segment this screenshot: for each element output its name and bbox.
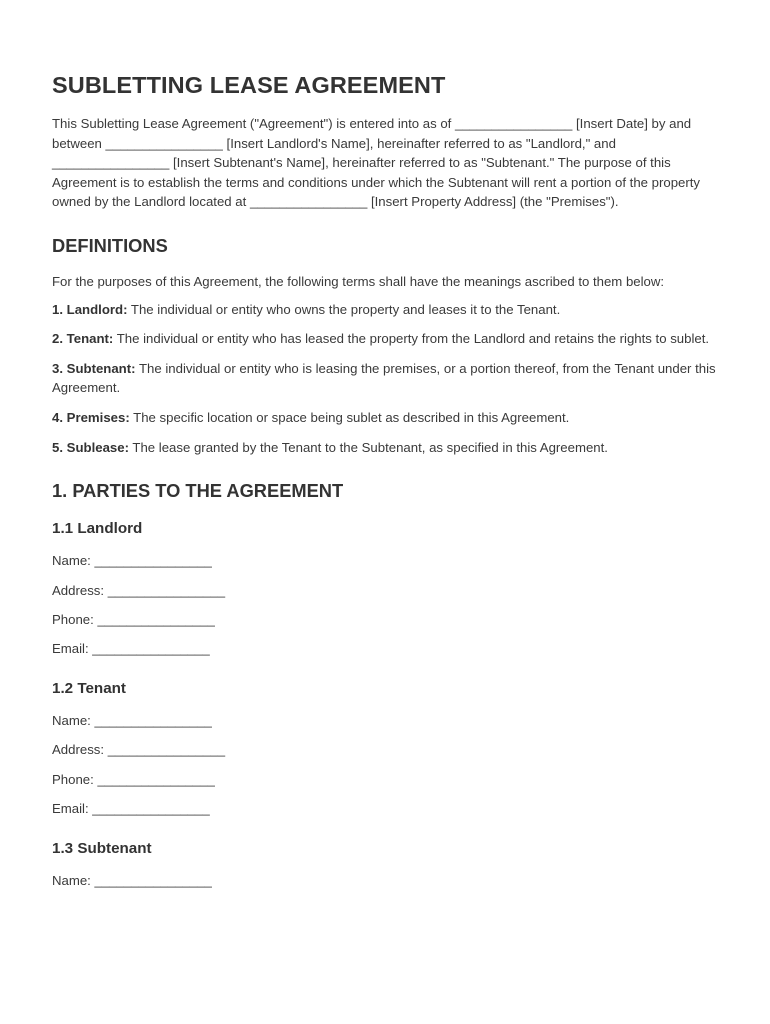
definition-text: The lease granted by the Tenant to the Subtenant, as specified in this Agreement.	[128, 439, 608, 455]
subtenant-heading: 1.3 Subtenant	[52, 839, 152, 857]
definition-text: The individual or entity who owns the property and leases it to the Tenant.	[127, 301, 561, 317]
subtenant-name-field[interactable]: Name: ________________	[52, 872, 212, 888]
definition-term: 5. Sublease:	[52, 439, 129, 455]
tenant-heading: 1.2 Tenant	[52, 679, 126, 697]
subtenant-fields	[52, 871, 718, 891]
definitions-intro: For the purposes of this Agreement, the following terms shall have the meanings ascribed to them below:	[52, 273, 665, 289]
definition-term: 3. Subtenant:	[52, 360, 136, 376]
definition-text: The specific location or space being sublet as described in this Agreement.	[129, 409, 570, 425]
tenant-address-field[interactable]: Address: ________________	[52, 742, 226, 758]
tenant-phone-field[interactable]: Phone: ________________	[52, 771, 215, 787]
landlord-name-field[interactable]: Name: ________________	[52, 553, 212, 569]
definitions-heading: DEFINITIONS	[52, 234, 168, 256]
tenant-email-field[interactable]: Email: ________________	[52, 801, 210, 817]
intro-paragraph: This Subletting Lease Agreement ("Agreement") is entered into as of ________________ [Insert Date] by and between ________________ [Insert Landlord's Name], hereinafter referred to as "Landlord," and ________________ [Insert Subtenant's Name], hereinafter referred to as "Subtenant." The purpose of this Agreement is to establish the terms and conditions under which the Subtenant will rent a portion of the property owned by the Landlord located at ________________ [Insert Property Address] (the "Premises").	[52, 116, 701, 210]
landlord-address-field[interactable]: Address: ________________	[52, 582, 226, 598]
definition-term: 4. Premises:	[52, 409, 130, 425]
tenant-name-field[interactable]: Name: ________________	[52, 712, 212, 728]
definition-premises	[52, 408, 718, 428]
definition-text: The individual or entity who is leasing the premises, or a portion thereof, from the Tenant under this Agreement.	[52, 360, 716, 396]
landlord-email-field[interactable]: Email: ________________	[52, 641, 210, 657]
document-title: SUBLETTING LEASE AGREEMENT	[52, 72, 446, 98]
definition-term: 1. Landlord:	[52, 301, 128, 317]
landlord-fields	[52, 551, 718, 659]
definition-subtenant	[52, 359, 718, 398]
parties-heading: 1. PARTIES TO THE AGREEMENT	[52, 480, 344, 502]
definition-tenant	[52, 329, 718, 349]
definition-sublease	[52, 438, 718, 458]
tenant-fields	[52, 711, 718, 819]
landlord-heading: 1.1 Landlord	[52, 520, 143, 538]
definition-term: 2. Tenant:	[52, 331, 114, 347]
landlord-phone-field[interactable]: Phone: ________________	[52, 611, 215, 627]
definition-landlord	[52, 300, 718, 320]
definition-text: The individual or entity who has leased the property from the Landlord and retains the rights to sublet.	[113, 331, 710, 347]
